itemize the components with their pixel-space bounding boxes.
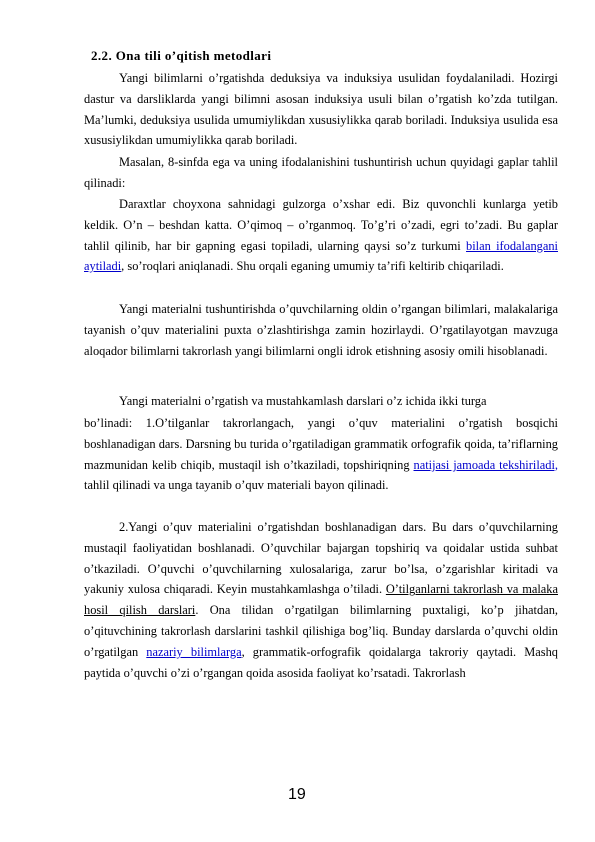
paragraph-deduction-induction bbox=[84, 68, 558, 151]
paragraph-text: Yangi materialni tushuntirishda o’quvchilarning oldin o’rgangan bilimlari, malakalariga tayanish o’quv materialini puxta o’zlashtirishga zamin hozirlaydi. O’rgatilayotgan mavzuga aloqador bilimlarni takrorlash yangi bilimlarni ongli idrok etishning asosiy omili hisoblanadi. bbox=[84, 302, 558, 358]
hyperlink-nazariy[interactable]: nazariy bilimlarga bbox=[146, 644, 242, 659]
paragraph-lesson-type-one bbox=[84, 413, 558, 496]
paragraph-lesson-types-intro bbox=[84, 391, 558, 412]
paragraph-lesson-type-two bbox=[84, 517, 558, 683]
section-heading: 2.2. Ona tili o’qitish metodlari bbox=[91, 48, 272, 63]
paragraph-text: Yangi materialni o’rgatish va mustahkamlash darslari o’z ichida ikki turga bbox=[119, 394, 487, 408]
paragraph-example-intro bbox=[84, 152, 558, 194]
hyperlink-natijasi[interactable]: natijasi jamoada tekshiriladi, bbox=[413, 457, 558, 472]
paragraph-text: Daraxtlar choyxona sahnidagi gulzorga o’xshar edi. Biz quvonchli kunlarga yetib keldik. O’n – beshdan katta. O’qimoq – o’rganmoq. To’g’ri o’zadi, egri to’zadi. Bu gaplar tahlil qilinib, har bir gapning egasi topiladi, ularning qaysi so’z turkumi bbox=[84, 197, 558, 253]
paragraph-prior-knowledge bbox=[84, 299, 558, 361]
paragraph-text: bo’linadi: 1.O’tilganlar takrorlangach, yangi o’quv materialini o’rgatish bosqichi boshlanadigan dars. Darsning bu turida o’rgatiladigan grammatik orfografik qoida, ta’riflarning mazmunidan kelib chiqib, mustaqil ish o’tkaziladi, topshiriqning bbox=[84, 416, 558, 472]
paragraph-text: tahlil qilinadi va unga tayanib o’quv materiali bayon qilinadi. bbox=[84, 478, 389, 493]
paragraph-example-sentences bbox=[84, 194, 558, 277]
hyperlink-ifodalangani[interactable]: bilan ifodalangani aytiladi bbox=[84, 238, 558, 274]
paragraph-text: . Ona tilidan o’rgatilgan bilimlarning puxtaligi, ko’p jihatdan, o’qituvchining takrorlash darslarini tashkil qilishiga bog’liq. Bunday darslarda o’quvchi oldin o’rgatilgan bbox=[84, 603, 558, 659]
paragraph-text: Yangi bilimlarni o’rgatishda deduksiya va induksiya usulidan foydalaniladi. Hozirgi dastur va darsliklarda yangi bilimni asosan induksiya usuli bilan o’rgatish ko’zda tutilgan. Ma’lumki, deduksiya usulida umumiylikdan xususiylikka qarab boriladi. Induksiya usulida esa xususiylikdan umumiylikka qarab boriladi. bbox=[84, 71, 558, 148]
paragraph-text: Masalan, 8-sinfda ega va uning ifodalanishini tushuntirish uchun quyidagi gaplar tahlil qilinadi: bbox=[84, 155, 558, 190]
paragraph-text: 2.Yangi o’quv materialini o’rgatishdan boshlanadigan dars. Bu dars o’quvchilarning mustaqil faoliyatidan boshlanadi. O’quvchilar bajargan topshiriq va qoidalar ustida suhbat o’tkaziladi. O’quvchi o’quvchilarning xulosalariga, zarur bo’lsa, o’zgarishlar kiritadi va yakuniy xulosa chiqaradi. Keyin mustahkamlashga o’tiladi. bbox=[84, 520, 558, 597]
paragraph-text: , grammatik-orfografik qoidalarga takroriy qaytadi. Mashq paytida o’quvchi o’zi o’rgangan qoida asosida faoliyat ko’rsatadi. Takrorlash bbox=[84, 644, 558, 680]
paragraph-text: , so’roqlari aniqlanadi. Shu orqali eganing umumiy ta’rifi keltirib chiqariladi. bbox=[121, 259, 504, 274]
underlined-phrase: O’tilganlarni takrorlash va malaka hosil qilish darslari bbox=[84, 582, 558, 618]
page-number: 19 bbox=[288, 786, 306, 803]
